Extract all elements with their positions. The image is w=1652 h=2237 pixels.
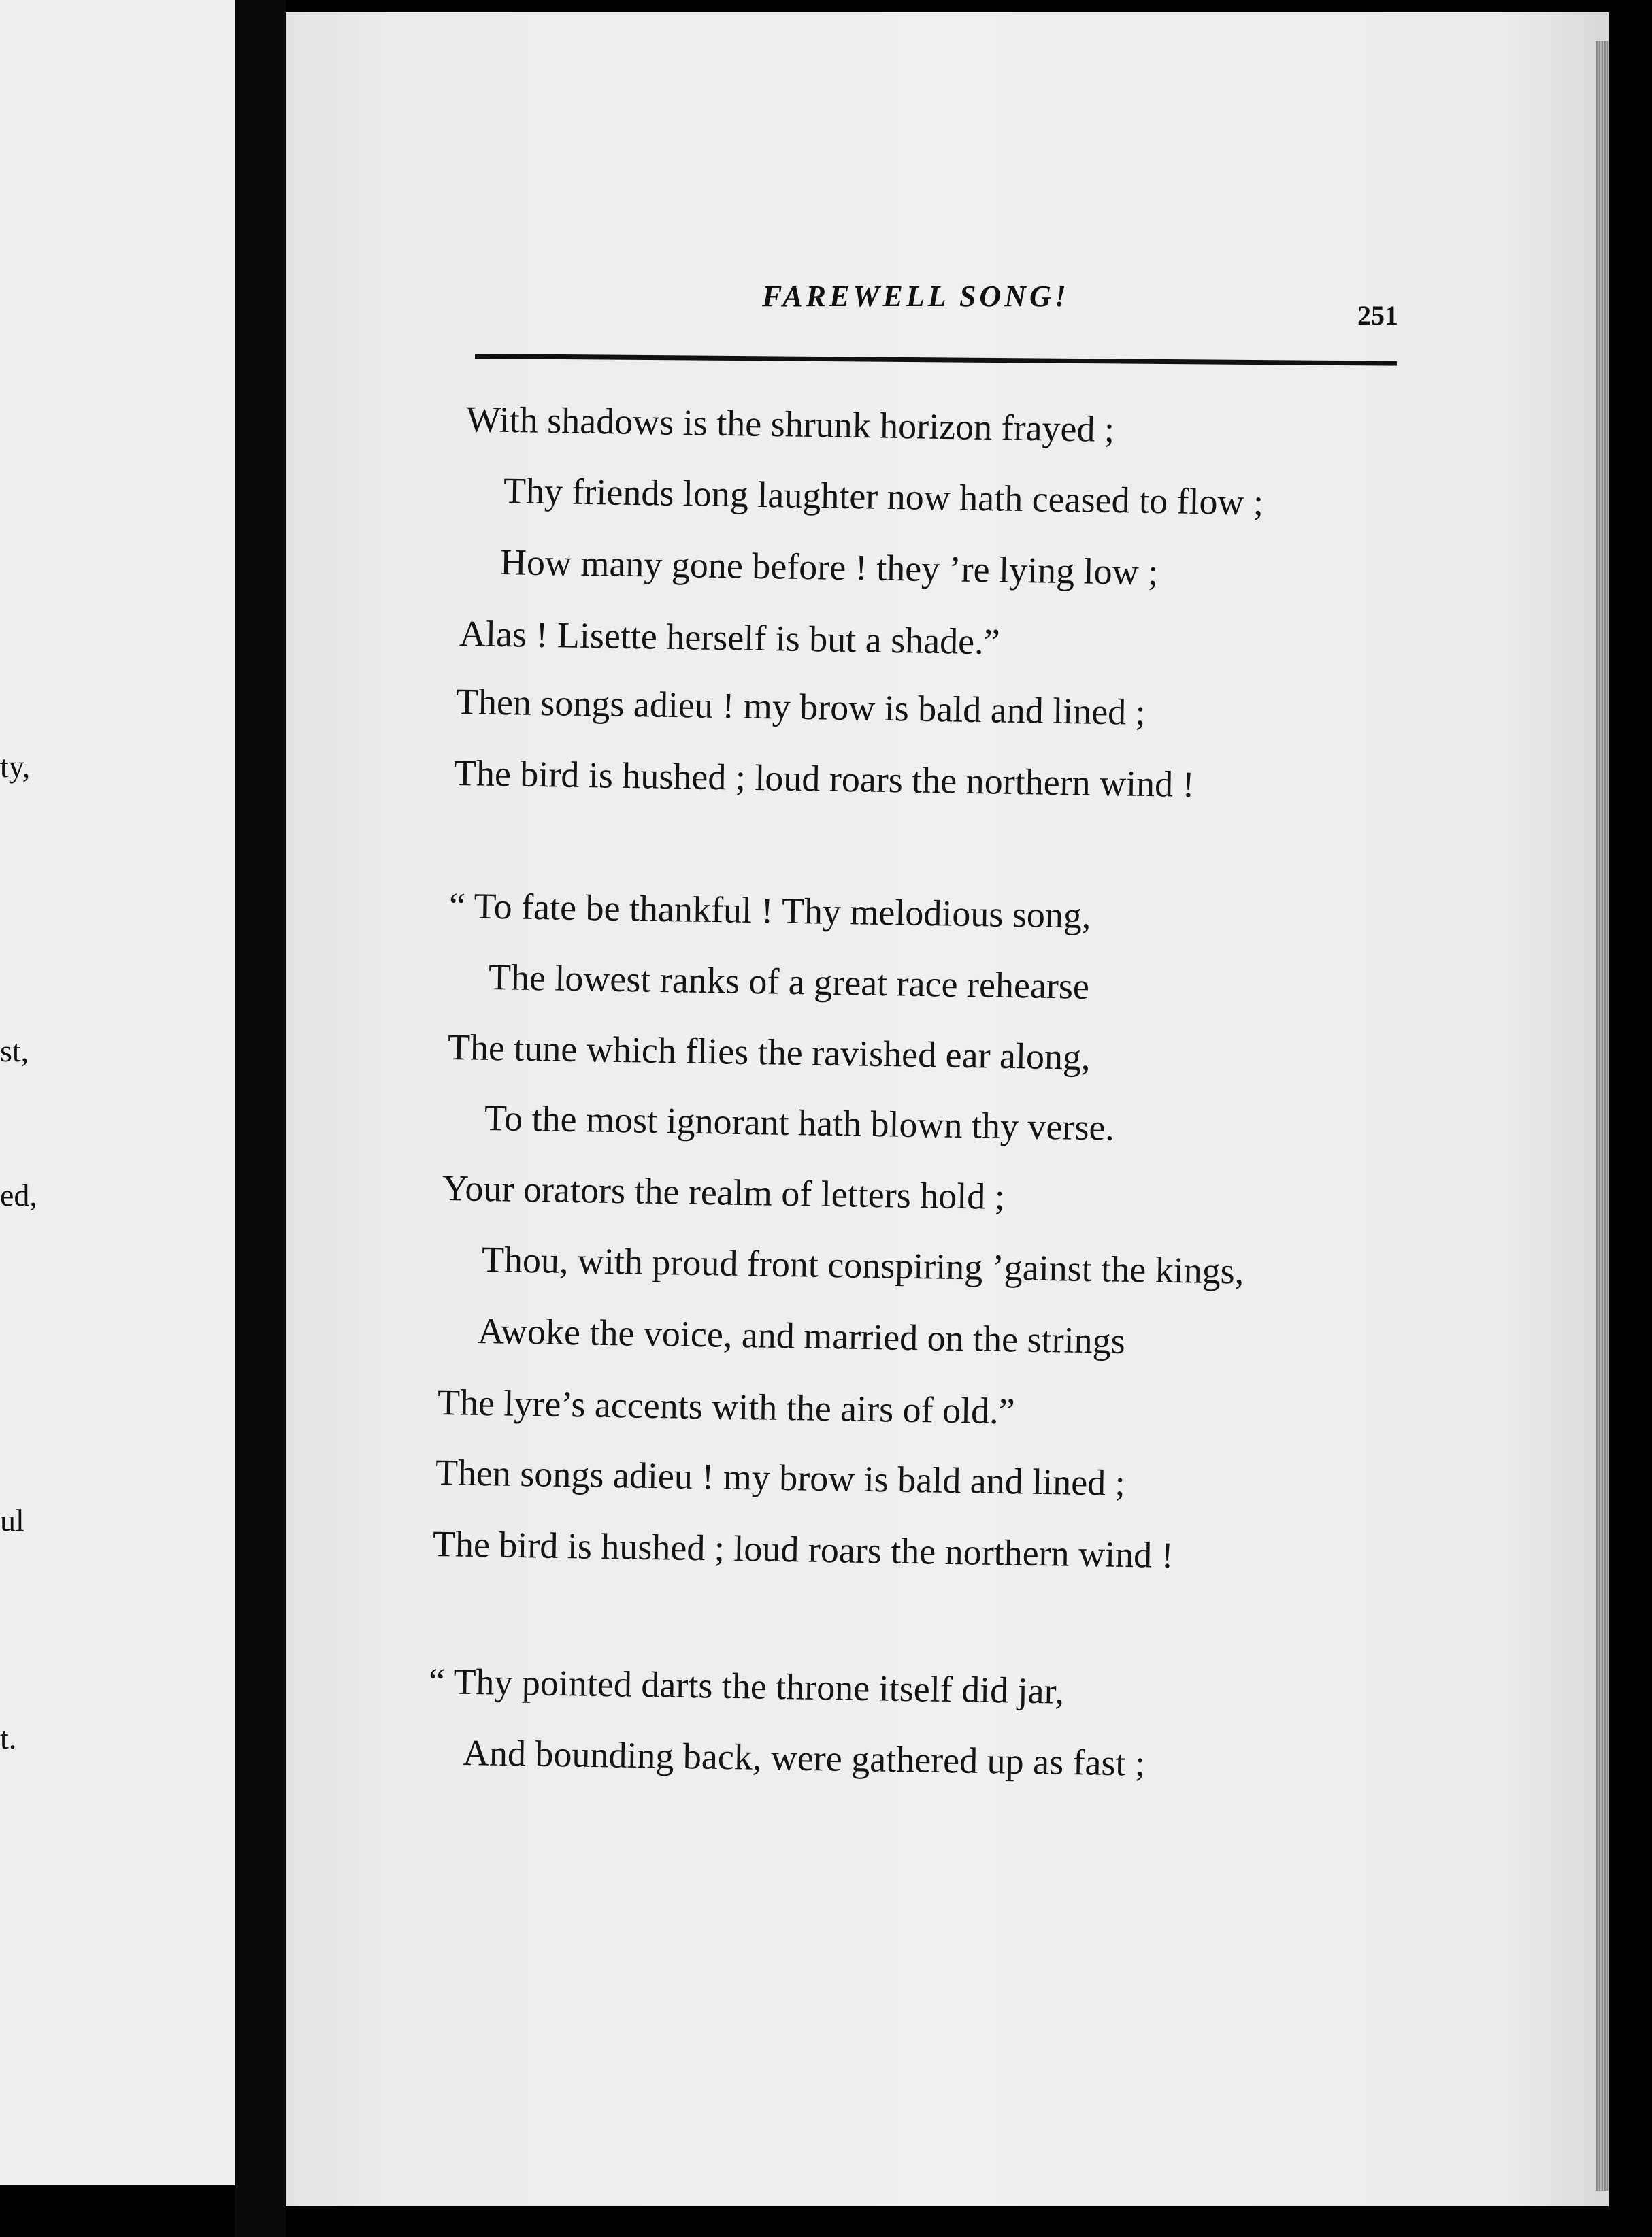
verse-line: Alas ! Lisette herself is but a shade.” — [459, 613, 1001, 663]
verse-line: The bird is hushed ; loud roars the northern wind ! — [432, 1523, 1174, 1576]
verse-line: Thy friends long laughter now hath ceased to flow ; — [503, 470, 1264, 523]
verse-line: Awoke the voice, and married on the strings — [477, 1310, 1126, 1361]
left-page-fragment: ed, — [0, 1178, 37, 1212]
verse-line: The lyre’s accents with the airs of old.” — [437, 1382, 1016, 1432]
left-page-fragment: st, — [0, 1033, 29, 1068]
verse-line: The tune which flies the ravished ear along, — [447, 1027, 1091, 1078]
left-page-fragment: t. — [0, 1721, 17, 1755]
verse-line: The lowest ranks of a great race rehearse — [488, 957, 1090, 1007]
verse-line: With shadows is the shrunk horizon frayed ; — [465, 399, 1115, 450]
page-number: 251 — [1357, 300, 1398, 331]
verse-line: Thou, with proud front conspiring ’gainst the kings, — [481, 1239, 1244, 1292]
verse-line: Then songs adieu ! my brow is bald and lined ; — [455, 681, 1146, 733]
page-edge — [1596, 41, 1609, 2191]
left-page-fragment: ul — [0, 1503, 24, 1538]
verse-line: “ Thy pointed darts the throne itself did jar, — [428, 1661, 1065, 1712]
left-facing-page — [0, 0, 235, 2185]
verse-line: “ To fate be thankful ! Thy melodious song, — [448, 885, 1091, 936]
running-head: FAREWELL SONG! — [762, 280, 1070, 313]
verse-line: And bounding back, were gathered up as fast ; — [462, 1732, 1146, 1784]
verse-line: Your orators the realm of letters hold ; — [442, 1167, 1006, 1217]
verse-line: How many gone before ! they ’re lying low ; — [499, 542, 1159, 593]
verse-line: Then songs adieu ! my brow is bald and lined ; — [435, 1452, 1126, 1504]
left-page-fragment: ty, — [0, 749, 31, 784]
verse-line: The bird is hushed ; loud roars the northern wind ! — [453, 752, 1195, 806]
book-gutter — [235, 0, 286, 2237]
verse-line: To the most ignorant hath blown thy verse. — [484, 1097, 1115, 1148]
